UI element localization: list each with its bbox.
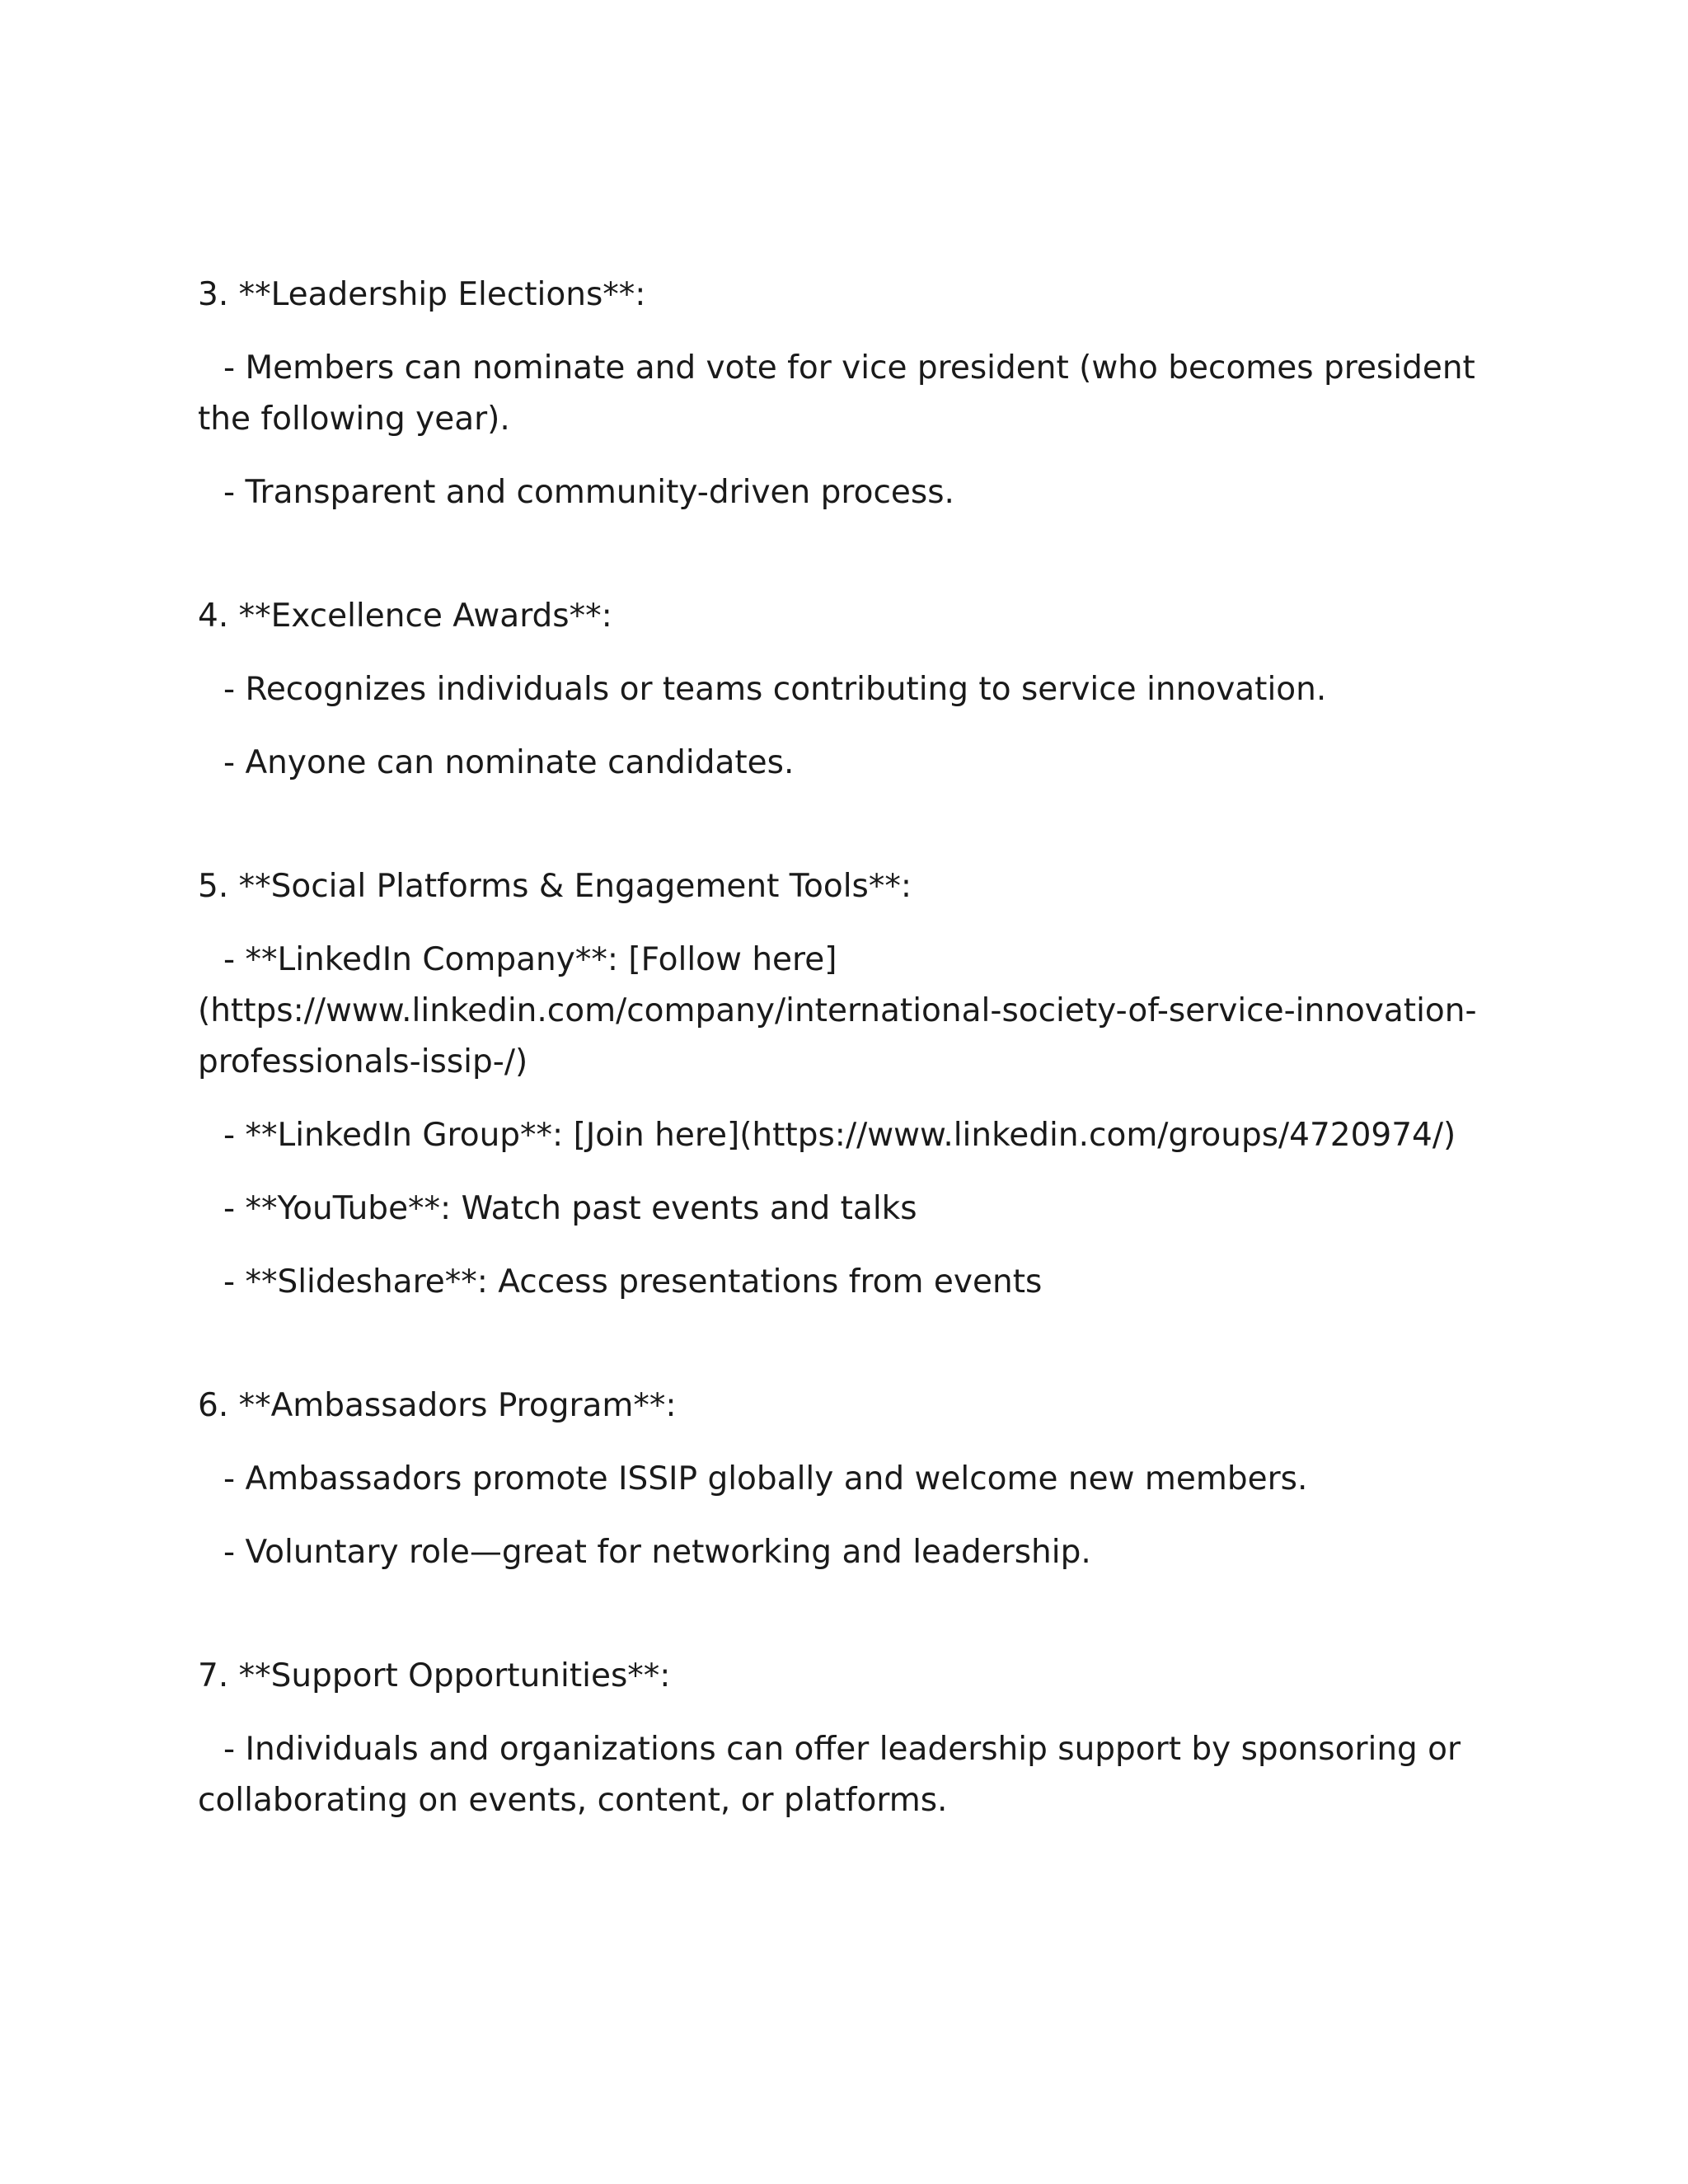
section-leadership-elections [198,269,1500,518]
section-ambassadors-program [198,1380,1500,1578]
list-item: - Transparent and community-driven process. [223,474,954,511]
list-item-linkedin-group: - **LinkedIn Group**: [Join here](https://www.linkedin.com/groups/4720974/) [223,1117,1456,1154]
section-heading: 7. **Support Opportunities**: [198,1657,671,1694]
list-item: - Recognizes individuals or teams contributing to service innovation. [223,671,1327,708]
document-body [198,269,1500,1826]
list-item: - Voluntary role—great for networking and leadership. [223,1534,1091,1571]
section-heading: 5. **Social Platforms & Engagement Tools**: [198,868,912,905]
list-item-linkedin-company: - **LinkedIn Company**: [Follow here](https://www.linkedin.com/company/international-society-of-service-innovation-professionals-issip-/) [198,941,1477,1080]
section-heading: 3. **Leadership Elections**: [198,276,646,313]
list-item: - Anyone can nominate candidates. [223,744,795,781]
list-item-slideshare: - **Slideshare**: Access presentations from events [223,1263,1043,1301]
list-item: - Individuals and organizations can offer leadership support by sponsoring or collaborating on events, content, or platforms. [198,1731,1461,1819]
section-heading: 4. **Excellence Awards**: [198,598,612,635]
section-heading: 6. **Ambassadors Program**: [198,1387,677,1424]
section-excellence-awards [198,591,1500,789]
list-item: - Ambassadors promote ISSIP globally and welcome new members. [223,1460,1308,1497]
list-item: - Members can nominate and vote for vice president (who becomes president the following year). [198,349,1475,438]
section-support-opportunities [198,1651,1500,1826]
list-item-youtube: - **YouTube**: Watch past events and talks [223,1190,917,1227]
section-social-platforms [198,861,1500,1308]
